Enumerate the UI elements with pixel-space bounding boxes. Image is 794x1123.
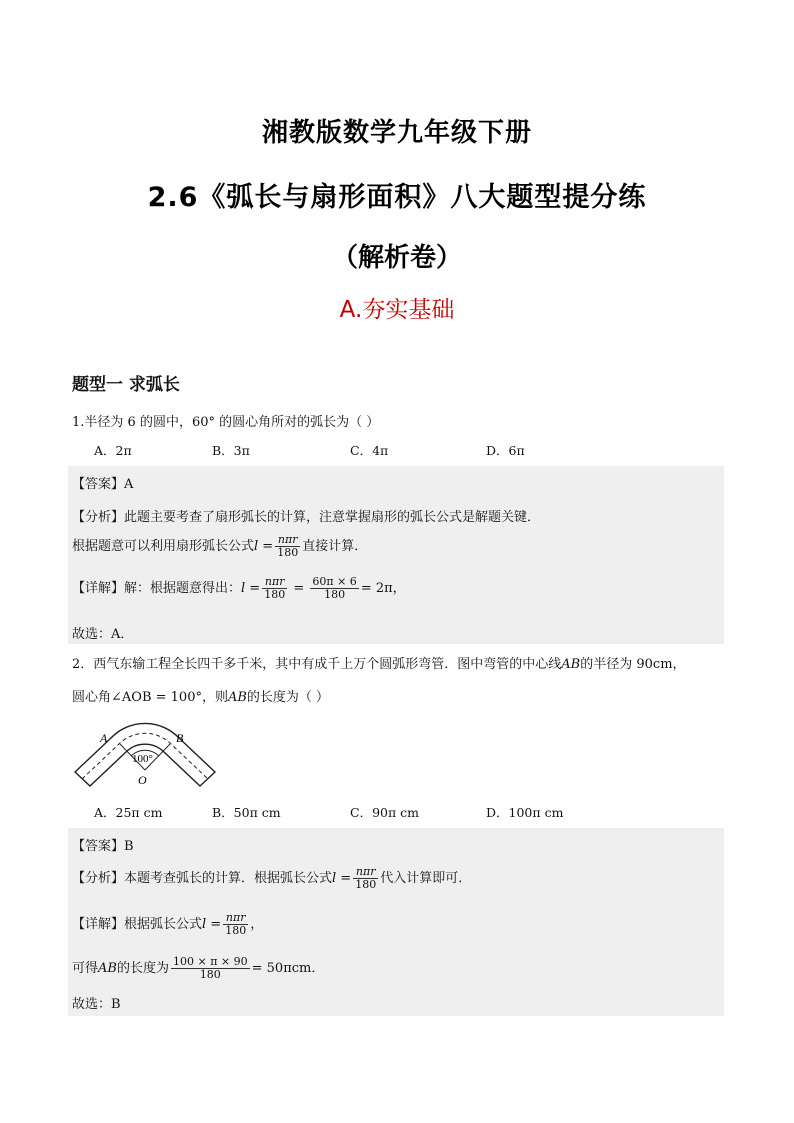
text-fragment: 圆心角∠AOB = 100°，则: [72, 690, 228, 705]
text-fragment: 根据题意可以利用扇形弧长公式: [72, 539, 255, 554]
detail-line: [72, 912, 263, 937]
arc-formula-fraction: [275, 534, 300, 559]
fraction-numerator: nπr: [353, 866, 378, 879]
fraction-numerator: nπr: [223, 912, 248, 925]
option-d: D．100π cm: [486, 805, 564, 820]
solution-box-1: [68, 466, 724, 644]
text-fragment: = 2π，: [360, 581, 406, 596]
label-a: A: [100, 731, 108, 745]
question-2-stem-cont: [72, 686, 329, 705]
question-2-stem: [72, 653, 686, 672]
angle-label: 100°: [132, 753, 153, 765]
fraction-numerator: 100 × π × 90: [172, 955, 248, 968]
option-b: B．50π cm: [212, 805, 281, 820]
answer-line: 【答案】A: [72, 477, 134, 492]
formula-lhs: l =: [202, 917, 222, 932]
solution-box-2: [68, 828, 724, 1016]
analysis-line: 【分析】此题主要考查了扇形弧长的计算，注意掌握扇形的弧长公式是解题关键．: [72, 510, 541, 525]
conclusion-line: 故选：A．: [72, 627, 134, 642]
text-fragment: = 50πcm．: [251, 961, 325, 976]
text-fragment: 【详解】解：根据题意得出：: [72, 581, 242, 596]
arc-formula-fraction: [223, 912, 248, 937]
section-heading: 题型一 求弧长: [72, 375, 180, 395]
fraction-denominator: 180: [277, 546, 299, 559]
fraction-denominator: 180: [199, 968, 221, 981]
question-1-stem: 1.半径为 6 的圆中，60° 的圆心角所对的弧长为（ ）: [72, 415, 380, 430]
option-a: A．25π cm: [94, 805, 163, 820]
option-c: C．90π cm: [350, 805, 420, 820]
result-line: [72, 956, 324, 981]
arc-formula-fraction: [262, 576, 287, 601]
text-fragment: 的长度为: [116, 961, 169, 976]
doc-subtitle: 2.6《弧长与扇形面积》八大题型提分练: [147, 182, 647, 213]
doc-title: 湘教版数学九年级下册: [261, 118, 532, 148]
bent-pipe-diagram: [70, 718, 230, 790]
arc-symbol: AB: [98, 961, 117, 976]
calc-fraction: [171, 956, 250, 981]
analysis-formula-line: [72, 534, 367, 559]
part-heading: A.夯实基础: [339, 297, 455, 323]
arc-symbol: AB: [227, 690, 247, 705]
detail-line: 【详解】解：根据题意得出：l = $\frac{\text{nπr}}{180}$ = $\frac{60\pi \times 6}{180}$ = 2π，: [72, 575, 406, 601]
conclusion-line: 故选：B: [72, 997, 121, 1012]
text-fragment: 2．西气东输工程全长四千多千米，其中有成千上万个圆弧形弯管．图中弯管的中心线: [72, 657, 562, 672]
text-fragment: 的长度为（ ）: [246, 690, 330, 705]
fraction-denominator: 180: [324, 588, 346, 601]
option-d: D．6π: [486, 443, 525, 458]
doc-edition: （解析卷）: [331, 243, 462, 273]
text-fragment: 可得: [72, 961, 99, 976]
answer-line: 【答案】B: [72, 839, 134, 854]
label-o: O: [138, 773, 147, 787]
formula-lhs: l =: [332, 871, 352, 886]
calc-fraction: [310, 576, 358, 601]
text-fragment: ，: [250, 917, 264, 932]
text-fragment: 直接计算．: [302, 539, 368, 554]
formula-lhs: l =: [254, 539, 274, 554]
text-fragment: 【详解】根据弧长公式: [72, 917, 203, 932]
label-b: B: [176, 731, 184, 745]
arc-formula-fraction: [353, 866, 378, 891]
text-fragment: 的半径为 90cm，: [580, 657, 686, 672]
option-a: A．2π: [94, 443, 132, 458]
analysis-line: [72, 866, 471, 891]
fraction-numerator: nπr: [262, 576, 287, 589]
fraction-numerator: nπr: [275, 534, 300, 547]
text-fragment: 代入计算即可．: [380, 871, 472, 886]
arc-symbol: AB: [561, 657, 581, 672]
option-b: B．3π: [212, 443, 250, 458]
formula-lhs: l =: [241, 581, 261, 596]
fraction-numerator: 60π × 6: [312, 575, 357, 588]
text-fragment: 【分析】本题考查弧长的计算．根据弧长公式: [72, 871, 333, 886]
fraction-denominator: 180: [355, 878, 377, 891]
option-c: C．4π: [350, 443, 389, 458]
fraction-denominator: 180: [264, 588, 286, 601]
fraction-denominator: 180: [225, 924, 247, 937]
